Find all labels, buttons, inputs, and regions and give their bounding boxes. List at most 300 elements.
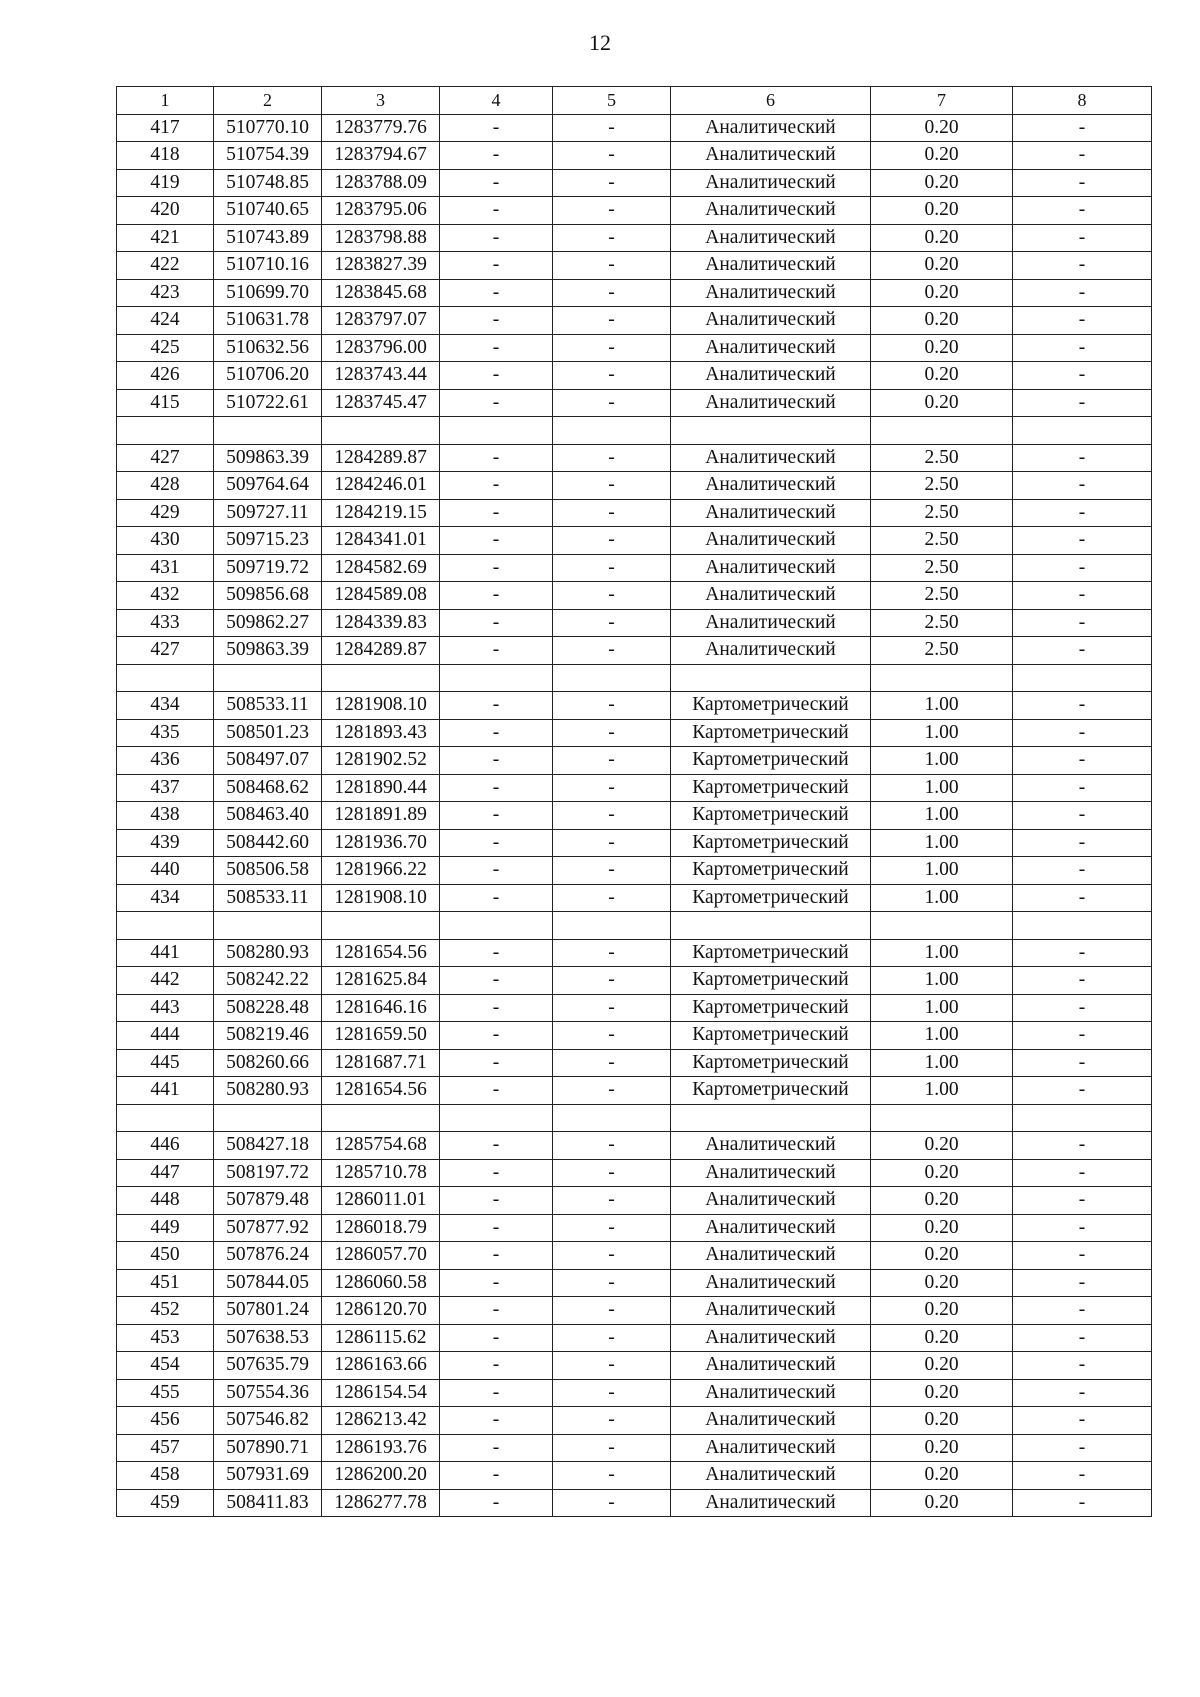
table-cell: - xyxy=(1013,1242,1152,1270)
table-cell: 1286060.58 xyxy=(322,1269,440,1297)
table-cell: 508506.58 xyxy=(214,857,322,885)
table-cell: Аналитический xyxy=(671,1269,871,1297)
table-row xyxy=(117,719,1152,747)
table-cell: 508411.83 xyxy=(214,1489,322,1517)
table-cell: Аналитический xyxy=(671,197,871,225)
table-cell: - xyxy=(440,224,553,252)
table-cell: - xyxy=(1013,1049,1152,1077)
table-cell: - xyxy=(553,1214,671,1242)
table-cell: - xyxy=(440,939,553,967)
table-cell: - xyxy=(553,1022,671,1050)
table-cell: 1281654.56 xyxy=(322,939,440,967)
table-cell: 1283743.44 xyxy=(322,362,440,390)
table-cell: 1281908.10 xyxy=(322,692,440,720)
table-cell: - xyxy=(1013,692,1152,720)
table-cell: 1286057.70 xyxy=(322,1242,440,1270)
table-cell: 508280.93 xyxy=(214,1077,322,1105)
table-cell: - xyxy=(440,637,553,665)
table-cell: 510770.10 xyxy=(214,114,322,142)
table-cell: - xyxy=(553,747,671,775)
table-cell: 1286154.54 xyxy=(322,1379,440,1407)
table-cell: - xyxy=(440,114,553,142)
table-cell: - xyxy=(440,444,553,472)
table-cell: - xyxy=(440,1434,553,1462)
table-cell: - xyxy=(1013,747,1152,775)
table-cell: 428 xyxy=(117,472,214,500)
table-cell: - xyxy=(440,1049,553,1077)
page-number: 12 xyxy=(589,30,611,55)
table-cell: - xyxy=(1013,224,1152,252)
table-cell: - xyxy=(1013,334,1152,362)
table-cell: - xyxy=(1013,829,1152,857)
table-cell: - xyxy=(553,472,671,500)
table-cell: 510632.56 xyxy=(214,334,322,362)
table-cell: - xyxy=(440,1132,553,1160)
table-cell: Картометрический xyxy=(671,692,871,720)
table-cell: 510706.20 xyxy=(214,362,322,390)
table-cell: 0.20 xyxy=(871,252,1013,280)
table-cell: Картометрический xyxy=(671,857,871,885)
table-cell: 0.20 xyxy=(871,142,1013,170)
table-cell: Аналитический xyxy=(671,582,871,610)
table-cell: - xyxy=(553,307,671,335)
table-row xyxy=(117,444,1152,472)
table-cell: 0.20 xyxy=(871,1297,1013,1325)
table-cell xyxy=(322,664,440,692)
table-cell: - xyxy=(1013,582,1152,610)
table-cell: - xyxy=(553,1489,671,1517)
table-cell: Аналитический xyxy=(671,472,871,500)
table-cell: 1281687.71 xyxy=(322,1049,440,1077)
table-cell: 434 xyxy=(117,692,214,720)
table-cell: 510722.61 xyxy=(214,389,322,417)
table-cell: - xyxy=(553,692,671,720)
table-cell: - xyxy=(553,1324,671,1352)
table-row xyxy=(117,802,1152,830)
table-cell: 1284246.01 xyxy=(322,472,440,500)
table-cell: 508260.66 xyxy=(214,1049,322,1077)
table-cell: 1281966.22 xyxy=(322,857,440,885)
table-cell: 459 xyxy=(117,1489,214,1517)
table-cell: Аналитический xyxy=(671,334,871,362)
table-cell: - xyxy=(553,857,671,885)
table-cell: 420 xyxy=(117,197,214,225)
table-cell xyxy=(871,912,1013,940)
table-cell: 450 xyxy=(117,1242,214,1270)
table-cell: - xyxy=(440,802,553,830)
table-cell: 453 xyxy=(117,1324,214,1352)
table-cell xyxy=(214,1104,322,1132)
table-row xyxy=(117,1214,1152,1242)
table-cell: - xyxy=(440,554,553,582)
table-cell: 2.50 xyxy=(871,637,1013,665)
table-cell: 2.50 xyxy=(871,527,1013,555)
table-cell xyxy=(553,1104,671,1132)
table-cell: - xyxy=(553,582,671,610)
table-cell: 458 xyxy=(117,1462,214,1490)
table-cell xyxy=(871,664,1013,692)
table-cell: - xyxy=(1013,1379,1152,1407)
table-cell: Аналитический xyxy=(671,169,871,197)
table-cell: - xyxy=(553,774,671,802)
table-cell: 435 xyxy=(117,719,214,747)
table-cell: 454 xyxy=(117,1352,214,1380)
table-cell: - xyxy=(1013,1297,1152,1325)
table-cell: 440 xyxy=(117,857,214,885)
column-header: 5 xyxy=(553,87,671,115)
table-cell: - xyxy=(1013,774,1152,802)
table-cell: 0.20 xyxy=(871,197,1013,225)
table-header-row xyxy=(117,87,1152,115)
table-cell: - xyxy=(1013,1324,1152,1352)
table-row xyxy=(117,472,1152,500)
table-cell: 0.20 xyxy=(871,224,1013,252)
table-cell: - xyxy=(440,1187,553,1215)
table-cell: Аналитический xyxy=(671,1462,871,1490)
table-cell: - xyxy=(440,527,553,555)
table-cell: Аналитический xyxy=(671,1434,871,1462)
table-cell: - xyxy=(1013,1187,1152,1215)
table-cell: 1286193.76 xyxy=(322,1434,440,1462)
table-cell: 508228.48 xyxy=(214,994,322,1022)
table-cell: - xyxy=(440,1022,553,1050)
table-cell: - xyxy=(440,719,553,747)
table-cell: - xyxy=(440,389,553,417)
table-cell: - xyxy=(1013,1077,1152,1105)
table-cell: 510631.78 xyxy=(214,307,322,335)
table-cell: 0.20 xyxy=(871,114,1013,142)
table-cell: - xyxy=(553,389,671,417)
table-cell: Аналитический xyxy=(671,142,871,170)
table-cell: Картометрический xyxy=(671,884,871,912)
table-cell: 1283745.47 xyxy=(322,389,440,417)
table-cell: 1286011.01 xyxy=(322,1187,440,1215)
table-cell xyxy=(440,664,553,692)
table-cell: 0.20 xyxy=(871,389,1013,417)
table-cell: 510748.85 xyxy=(214,169,322,197)
table-cell: 1.00 xyxy=(871,967,1013,995)
table-cell: 0.20 xyxy=(871,1159,1013,1187)
table-cell: - xyxy=(1013,389,1152,417)
table-cell: - xyxy=(553,499,671,527)
table-cell: 507876.24 xyxy=(214,1242,322,1270)
table-cell: 508442.60 xyxy=(214,829,322,857)
table-cell: Аналитический xyxy=(671,1187,871,1215)
table-cell: 2.50 xyxy=(871,554,1013,582)
table-cell: - xyxy=(440,142,553,170)
table-cell: - xyxy=(1013,1022,1152,1050)
table-row xyxy=(117,774,1152,802)
table-cell: - xyxy=(1013,554,1152,582)
table-cell: 1.00 xyxy=(871,747,1013,775)
table-cell: - xyxy=(553,1462,671,1490)
table-cell: 1281625.84 xyxy=(322,967,440,995)
table-cell: Аналитический xyxy=(671,389,871,417)
table-row xyxy=(117,224,1152,252)
table-cell: 509719.72 xyxy=(214,554,322,582)
table-row xyxy=(117,1159,1152,1187)
table-cell: Аналитический xyxy=(671,1407,871,1435)
table-cell: - xyxy=(553,994,671,1022)
table-cell xyxy=(440,1104,553,1132)
table-cell: 1285754.68 xyxy=(322,1132,440,1160)
table-row xyxy=(117,1049,1152,1077)
table-cell: - xyxy=(1013,967,1152,995)
table-cell: 0.20 xyxy=(871,1352,1013,1380)
table-cell: - xyxy=(553,1187,671,1215)
table-cell: - xyxy=(440,1242,553,1270)
table-cell: - xyxy=(1013,857,1152,885)
table-cell: - xyxy=(1013,197,1152,225)
table-cell: 0.20 xyxy=(871,1324,1013,1352)
table-cell: 1.00 xyxy=(871,774,1013,802)
table-cell: 2.50 xyxy=(871,609,1013,637)
table-cell: - xyxy=(553,1077,671,1105)
table-cell: 2.50 xyxy=(871,444,1013,472)
table-cell: 1281908.10 xyxy=(322,884,440,912)
table-row xyxy=(117,1462,1152,1490)
table-cell: 1286120.70 xyxy=(322,1297,440,1325)
table-cell: - xyxy=(440,829,553,857)
table-cell: 1284219.15 xyxy=(322,499,440,527)
table-cell: - xyxy=(553,142,671,170)
table-cell: Аналитический xyxy=(671,1352,871,1380)
table-row xyxy=(117,554,1152,582)
table-cell: 0.20 xyxy=(871,307,1013,335)
table-cell: - xyxy=(553,334,671,362)
table-cell: 1.00 xyxy=(871,692,1013,720)
column-header: 4 xyxy=(440,87,553,115)
table-cell: Аналитический xyxy=(671,499,871,527)
table-cell: 0.20 xyxy=(871,1434,1013,1462)
table-cell xyxy=(1013,1104,1152,1132)
table-cell: Картометрический xyxy=(671,1049,871,1077)
table-cell: - xyxy=(1013,114,1152,142)
table-cell: - xyxy=(1013,1352,1152,1380)
table-cell: - xyxy=(553,1434,671,1462)
table-cell: - xyxy=(440,169,553,197)
table-cell: Картометрический xyxy=(671,1077,871,1105)
table-cell: 508497.07 xyxy=(214,747,322,775)
table-cell: - xyxy=(440,279,553,307)
table-cell: Картометрический xyxy=(671,994,871,1022)
table-cell xyxy=(214,417,322,445)
table-cell: - xyxy=(553,1132,671,1160)
table-cell: 444 xyxy=(117,1022,214,1050)
table-cell: - xyxy=(553,1297,671,1325)
table-cell xyxy=(214,664,322,692)
table-cell: - xyxy=(1013,1462,1152,1490)
table-cell: 1284289.87 xyxy=(322,444,440,472)
table-cell: 432 xyxy=(117,582,214,610)
table-row xyxy=(117,1132,1152,1160)
table-row xyxy=(117,994,1152,1022)
table-cell xyxy=(117,417,214,445)
table-cell: 1285710.78 xyxy=(322,1159,440,1187)
table-cell: - xyxy=(440,857,553,885)
table-cell: 1284582.69 xyxy=(322,554,440,582)
table-cell: Картометрический xyxy=(671,747,871,775)
table-cell: 1283794.67 xyxy=(322,142,440,170)
table-cell: Аналитический xyxy=(671,1297,871,1325)
table-cell: 438 xyxy=(117,802,214,830)
table-cell: 1.00 xyxy=(871,994,1013,1022)
table-cell: - xyxy=(440,582,553,610)
table-cell: 457 xyxy=(117,1434,214,1462)
table-cell: - xyxy=(553,114,671,142)
table-cell: - xyxy=(1013,1489,1152,1517)
table-cell: 0.20 xyxy=(871,334,1013,362)
table-cell: - xyxy=(1013,142,1152,170)
table-cell xyxy=(671,1104,871,1132)
table-cell: - xyxy=(553,1242,671,1270)
table-cell: - xyxy=(440,499,553,527)
table-row xyxy=(117,829,1152,857)
table-cell: 507844.05 xyxy=(214,1269,322,1297)
table-cell: Картометрический xyxy=(671,1022,871,1050)
table-cell: - xyxy=(1013,1132,1152,1160)
table-cell: 430 xyxy=(117,527,214,555)
table-cell: Аналитический xyxy=(671,252,871,280)
table-cell: - xyxy=(440,1269,553,1297)
table-cell: 508242.22 xyxy=(214,967,322,995)
table-row xyxy=(117,1379,1152,1407)
table-cell: - xyxy=(1013,1269,1152,1297)
table-cell: Картометрический xyxy=(671,802,871,830)
table-cell: - xyxy=(1013,884,1152,912)
table-cell: 507877.92 xyxy=(214,1214,322,1242)
table-cell: 2.50 xyxy=(871,582,1013,610)
table-cell: 425 xyxy=(117,334,214,362)
table-row xyxy=(117,1352,1152,1380)
table-cell: 415 xyxy=(117,389,214,417)
table-cell: - xyxy=(440,1462,553,1490)
table-cell: 422 xyxy=(117,252,214,280)
table-cell: 447 xyxy=(117,1159,214,1187)
table-cell: - xyxy=(440,252,553,280)
table-cell: - xyxy=(553,719,671,747)
table-cell: 0.20 xyxy=(871,1379,1013,1407)
table-cell: 0.20 xyxy=(871,1214,1013,1242)
table-row xyxy=(117,1077,1152,1105)
table-cell: - xyxy=(440,1352,553,1380)
table-cell: 445 xyxy=(117,1049,214,1077)
column-header: 7 xyxy=(871,87,1013,115)
table-row xyxy=(117,279,1152,307)
table-cell: 429 xyxy=(117,499,214,527)
table-cell: - xyxy=(440,307,553,335)
table-cell: 0.20 xyxy=(871,1407,1013,1435)
table-cell: 508219.46 xyxy=(214,1022,322,1050)
table-cell: 1281893.43 xyxy=(322,719,440,747)
table-cell: - xyxy=(1013,1159,1152,1187)
table-cell: - xyxy=(440,1407,553,1435)
table-cell: - xyxy=(553,362,671,390)
table-cell: Аналитический xyxy=(671,114,871,142)
table-cell: 421 xyxy=(117,224,214,252)
table-cell: 509863.39 xyxy=(214,637,322,665)
table-cell xyxy=(117,1104,214,1132)
table-cell: 452 xyxy=(117,1297,214,1325)
table-cell: - xyxy=(440,994,553,1022)
table-cell: 507554.36 xyxy=(214,1379,322,1407)
table-cell: - xyxy=(1013,1214,1152,1242)
table-row xyxy=(117,747,1152,775)
table-cell: 427 xyxy=(117,637,214,665)
table-row xyxy=(117,1242,1152,1270)
table-cell: - xyxy=(553,829,671,857)
table-cell: 426 xyxy=(117,362,214,390)
table-cell: - xyxy=(440,609,553,637)
table-row xyxy=(117,609,1152,637)
table-cell: 1.00 xyxy=(871,1022,1013,1050)
table-cell: 510754.39 xyxy=(214,142,322,170)
table-cell: 1284589.08 xyxy=(322,582,440,610)
table-cell xyxy=(322,1104,440,1132)
table-cell: 508533.11 xyxy=(214,692,322,720)
table-cell: 510743.89 xyxy=(214,224,322,252)
table-cell: 0.20 xyxy=(871,1269,1013,1297)
table-cell: - xyxy=(1013,362,1152,390)
table-cell: 423 xyxy=(117,279,214,307)
table-cell: Картометрический xyxy=(671,939,871,967)
table-cell: 510710.16 xyxy=(214,252,322,280)
table-cell: - xyxy=(553,967,671,995)
table-row xyxy=(117,1324,1152,1352)
table-cell: - xyxy=(440,1489,553,1517)
table-cell: - xyxy=(440,774,553,802)
table-cell: 508501.23 xyxy=(214,719,322,747)
table-cell: 437 xyxy=(117,774,214,802)
table-separator-row xyxy=(117,417,1152,445)
table-cell: - xyxy=(553,1049,671,1077)
table-row xyxy=(117,939,1152,967)
table-row xyxy=(117,692,1152,720)
table-cell xyxy=(117,912,214,940)
table-row xyxy=(117,114,1152,142)
table-cell: 1283797.07 xyxy=(322,307,440,335)
table-cell: 508197.72 xyxy=(214,1159,322,1187)
table-cell: - xyxy=(553,554,671,582)
table-cell: 451 xyxy=(117,1269,214,1297)
table-cell: 1286018.79 xyxy=(322,1214,440,1242)
table-separator-row xyxy=(117,1104,1152,1132)
table-row xyxy=(117,334,1152,362)
table-cell xyxy=(214,912,322,940)
table-row xyxy=(117,197,1152,225)
table-cell: 1283796.00 xyxy=(322,334,440,362)
table-cell xyxy=(553,912,671,940)
table-cell: 507890.71 xyxy=(214,1434,322,1462)
column-header: 2 xyxy=(214,87,322,115)
table-row xyxy=(117,1489,1152,1517)
table-cell: 424 xyxy=(117,307,214,335)
table-cell: 1286200.20 xyxy=(322,1462,440,1490)
table-cell: 1283845.68 xyxy=(322,279,440,307)
table-row xyxy=(117,362,1152,390)
column-header: 8 xyxy=(1013,87,1152,115)
table-cell xyxy=(871,1104,1013,1132)
table-cell: 1286115.62 xyxy=(322,1324,440,1352)
table-row xyxy=(117,142,1152,170)
table-cell: 510740.65 xyxy=(214,197,322,225)
table-cell: 419 xyxy=(117,169,214,197)
table-cell: 507635.79 xyxy=(214,1352,322,1380)
table-cell: - xyxy=(440,334,553,362)
table-cell: 449 xyxy=(117,1214,214,1242)
table-row xyxy=(117,307,1152,335)
table-cell: - xyxy=(553,279,671,307)
